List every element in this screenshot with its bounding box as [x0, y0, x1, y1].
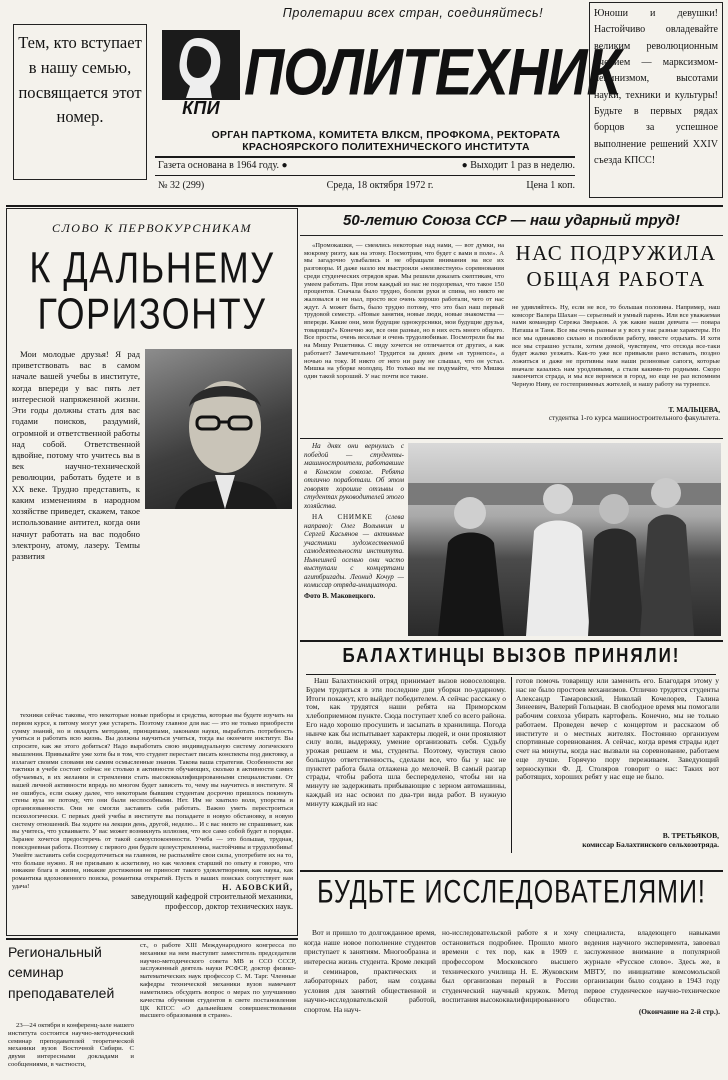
researchers-col-3-text: специалиста, владеющего навыками ведения научного эксперимента, завоевал заслуженное внимание в популярной журнале «Русское слово». Здесь же, в МВТУ, по инициативе комсомольской организации было создано в 1943 году первое студенческое научно-техническое общество. — [584, 928, 720, 1005]
lead-headline-1: К ДАЛЬНЕМУ — [29, 242, 275, 292]
balakhta-col-2 — [516, 677, 719, 831]
lead-signature — [107, 883, 293, 911]
researchers-col-3 — [584, 928, 720, 1078]
researchers-headline: БУДЬТЕ ИССЛЕДОВАТЕЛЯМИ! — [317, 873, 706, 911]
newspaper-title: ПОЛИТЕХНИК — [244, 34, 620, 109]
masthead-rule-2 — [155, 175, 575, 176]
lead-intro — [12, 349, 140, 711]
friendship-signature — [512, 406, 720, 423]
balakhta-headline-rule — [306, 674, 716, 675]
balakhta-rule — [300, 870, 723, 872]
researchers-col-2 — [442, 928, 578, 1078]
friendship-article — [300, 238, 723, 440]
anniversary-banner — [300, 208, 723, 236]
researchers-continued: (Окончание на 2-й стр.). — [638, 1007, 720, 1016]
balakhta-signature-name: В. ТРЕТЬЯКОВ, — [662, 831, 719, 840]
lead-article — [6, 208, 298, 936]
seminar-col-1 — [8, 1022, 134, 1078]
lead-intro-text: Мои молодые друзья! Я рад приветствовать вас в самом начале вашей учебы в институте, когда впереди у вас пять лет интересной напряженной жизни. Эти годы должны стать для вас годами поисков, раздумий, огромной и ответственной работы над собой. Ответственной вдвойне, потому что учитесь вы в век научно-технической революции, работать будете и в XX веке. Трудно представить, к каким изменениям в народном хозяйстве приведет, скажем, такое использование антител, когда они начнут работать на вас подобно электрону, атому, лазеру. Темпы развития — [12, 349, 140, 561]
balakhta-col-1 — [306, 677, 506, 855]
anniversary-banner-text: 50-летию Союза ССР — наш ударный труд! — [343, 212, 680, 229]
students-photo — [408, 443, 721, 636]
organ-line-2: КРАСНОЯРСКОГО ПОЛИТЕХНИЧЕСКОГО ИНСТИТУТА — [242, 142, 530, 153]
dedication-box — [13, 24, 147, 180]
friendship-col-1 — [304, 242, 504, 438]
balakhta-col-1-text: Наш Балахтинский отряд принимает вызов новоселовцев. Будем трудиться в эти последние дни уборки по-ударному. Итоги покажут, кто выйдет победителем. А сейчас расскажу о том, как трудятся наши ребята на Приморском хлебоприемном пункте. Сюда поступает хлеб со всего района. Его надо хорошо просушить и засыпать в хранилища. Погода нынче как бы испытывает характеры людей, и они проявляют силу воли, выдержку, умение организовать себя. Судьбу урожая решаем и мы, студенты. Поэтому, чувствуя свою большую ответственность, сделали все, что бы у нас не пунктет работа была отлажена до мелочей. В самый разгар страды, чтобы работа шла беспеределено, чтобы ни на минуту не задерживать прибывающие с зерном автомашины, каждый из нас освоил по два-три вида работ. В нужную минуту каждый из нас — [306, 676, 506, 808]
researchers-col-2-text: но-исследовательской работе я и хочу остановиться подробнее. Прошло много времени с тех пор, как в 1909 г. профессором Московского высшего технического училища Н. Е. Жуковским был организован первый в России студенческий научный кружок. Метод воспитания высококвалифицированного — [442, 928, 578, 1005]
seminar-col-2 — [140, 942, 296, 1078]
frequency: Выходит 1 раз в неделю. — [470, 160, 575, 171]
balakhta-signature — [516, 832, 719, 850]
appeal-text: Юноши и девушки! Настойчиво овладевайте великим революционным учением — марксизмом-ленинизмом, высотами науки, техники и культуры! Будьте в первых рядах борцов за успешное выполнение решений XXIV съезда КПСС! — [594, 8, 718, 167]
balakhta-signature-title: комиссар Балахтинского сельхозотряда. — [582, 839, 719, 849]
balakhta-col-2-text: готов помочь товарищу или заменить его. Благодаря этому у нас не было простоев механизмов. Отлично трудятся студенты Александр Тамаровский, Николай Кочелорев, Галина Зинеевич, Валерий Гольцман. В свободное время мы помогали рабочим совхоза убирать картофель. Конечно, мы не только работаем. Проведен вечер с концертом и рассказом об институте и о местных жителях. Постоянно организуем спортивные соревнования. А сейчас, когда время страды идет счет на минуты, когда нас вызвали на соревнование, работаем еще лучше. Горячую пору переживаем. Заведующий зерноскупки Ф. Д. Столяров говорит о нас: Таких вот работящих, хороших ребят у нас еще не было. — [516, 676, 719, 782]
issue-number: № 32 (299) — [158, 180, 205, 191]
friendship-rule — [300, 438, 723, 439]
photo-caption-label: НА СНИМКЕ — [312, 513, 373, 521]
balakhta-divider — [511, 677, 512, 853]
photo-caption-text-1: На днях они вернулись с победой — студенты-машиностроители, работавшие в Конском совхозе. Ребята отлично поработали. Об этом говорят хорошие отзывы о студентах руководителей этого хозяйства. — [304, 442, 404, 510]
kpi-emblem — [160, 28, 242, 123]
issue-price: Цена 1 коп. — [526, 180, 575, 191]
friendship-signature-name: Т. МАЛЬЦЕВА, — [668, 406, 720, 414]
dedication-text: Тем, кто вступает в нашу семью, посвящается этот номер. — [18, 33, 142, 127]
bullet-icon: ● — [461, 160, 468, 171]
masthead-rule-1 — [155, 156, 575, 158]
masthead — [0, 0, 728, 205]
friendship-signature-title: студентка 1-го курса машиностроительного факультета. — [548, 414, 720, 423]
researchers-col-1 — [304, 928, 436, 1078]
photo-caption — [304, 442, 404, 638]
page-rule-top — [6, 205, 723, 207]
friendship-headline-2: ОБЩАЯ РАБОТА — [526, 267, 706, 292]
researchers-col-1-text: Вот и пришло то долгожданное время, когда наше новое пополнение студентов приступает к занятиям. Многообразна и интересна жизнь студента. Кроме лекций и семинаров, практических и лабораторных работ, нам созданы условия для занятий общественной и научно-исследовательской работой, спортом. На науч- — [304, 928, 436, 1014]
lead-body-text: техники сейчас таковы, что некоторые новые приборы и средства, которые вы будете изучать на первом курсе, к пятому могут уже устареть. Поэтому главное для вас — это не только приобрести сумму знаний, но и овладеть методами, принципами, законами науки, выработать потребность учиться и работать всю жизнь. Вы должны научиться учиться, тогда вы окончите институт. Вы спросите, как же этого добиться? Надо выработать свою индивидуальную систему логического мышления. Привыкайте уже хотя бы в том, что студент перестает писать конспекты под диктовку, а излагает своими словами им самим осмысленные знания. Такова ваша стратегия. Особенности же тактики в учебе состоят сейчас не столько в активности обучающих, сколько в активности самих обучаемых, в их желании и стремлении стать высококвалифицированными специалистами. От вашей личной активности впредь во многом будет зависеть то, чему вы научитесь в институте. Я не ошибусь, если скажу далее, что некоторым бывшим студентам досрочно пришлось покинуть стены вуза не потому, что они были неспособными. Нет. Им не хватило воли, упорства и организованности. Они не смогли заставить себя работать. Важно уметь перестроиться психологически. С первых дней учебы в институте вы попадаете в новую обстановку, в новую систему отношений. Вы ходите на лекции день, другой, неделю... И с вас никто не спрашивает, как вы учитесь, что усваиваете. У вас может возникнуть иллюзия, что все само собой будет в порядке. Заранее хочется предостеречь от такой самоуспокоенности. Учеба — это большая, трудная, повседневная работа. Поэтому с первого дня будьте целеустремленны, настойчивы и трудолюбивы! Умейте заставить себя сосредоточиться на главном, не распыляйте свои силы, употребите их на то, что больше нужно. Я не призываю к аскетизму, но как человек старший по опыту я говорю, что никакие блага в жизни, никакие достижения не приносят такого удовлетворения, как наука, как романтика вдохновенного поиска, романтика открытий. Пусть в ваших поисках сопутствует вам удача! — [12, 712, 293, 890]
portrait-face-icon — [145, 349, 292, 509]
lead-signature-name: Н. АБОВСКИЙ, — [222, 883, 293, 892]
lead-signature-title: заведующий кафедрой строительной механики, профессор, доктор технических наук. — [130, 892, 293, 911]
students-figures-icon — [408, 443, 721, 636]
seminar-rule — [6, 938, 298, 940]
seminar-col-1-text: 23—24 октября в конференц-зале нашего института состоится научно-методический семинар преподавателей теоретической механики вузов Восточной Сибири. С двумя интересными докладами и сообщениями, в частности, — [8, 1022, 134, 1069]
friendship-headline-1: НАС ПОДРУЖИЛА — [515, 241, 717, 265]
organ-line-1: ОРГАН ПАРТКОМА, КОМИТЕТА ВЛКСМ, ПРОФКОМА, РЕКТОРАТА — [211, 130, 561, 141]
lead-headline-2: ГОРИЗОНТУ — [37, 288, 267, 338]
author-portrait — [145, 349, 292, 509]
frequency-line — [420, 160, 575, 171]
photo-credit: Фото В. Маковецкого. — [304, 591, 376, 600]
seminar-col-2-text: ст., о работе XIII Международного конгресса по механике на нем выступит заместитель председателя научно-методического совета МВ и ССО СССР, заслуженный деятель науки РСФСР, доктор физико-математических наук профессор С. М. Тарг. Членные кафедры технической механики вузов намечают наметились обсудить вопрос о мерах по улучшению качества обучения студентов в свете постановления ЦК КПСС «О дальнейшем совершенствовании высшего образования в стране». — [140, 942, 296, 1020]
balakhta-headline: БАЛАХТИНЦЫ ВЫЗОВ ПРИНЯЛИ! — [342, 644, 681, 667]
appeal-box — [589, 2, 723, 198]
founded: Газета основана в 1964 году. — [158, 160, 280, 171]
slogan: Пролетарии всех стран, соединяйтесь! — [282, 6, 544, 20]
bullet-icon: ● — [281, 160, 288, 171]
friendship-col-2-text: не удивляйтесь. Ну, если не все, то большая половина. Например, наш комсорг Валера Шахан — серьезный и умный парень. Или все уважаемая нами командир Сережа Зверьков. А уж какие наши девчата — повара Наташа и Таня. Все мы очень разные и у всех у нас разные характеры. Но все мы одинаково сильно и полюбили работу, вместе отдыхать. И хотя все мы страшно устали, хотим домой, чувствуем, что отсюда все-таки будет жалко уезжать. Как-то уже все привыкли рано вставать, поздно ложиться и даже не противны нам наши резиновые сапоги, которые вначале казались нам уродливыми, а стали какими-то родными. Скоро закончится страда, и мы все вернемся в город, но еще не раз вспомним Черную Ниву, ее гостеприимных жителей, и нашу работу на турнепсе. — [512, 304, 720, 389]
photo-caption-text-2: (слева направо): Олег Волынкин и Сергей Касьянов — активные участники художественной самодеятельности института. Нынешней осенью они часто выступали с концертами агитбригады. Леонид Кочур — комиссар отряда-инициатора. — [304, 513, 404, 589]
photo-rule — [300, 640, 723, 642]
friendship-col-2 — [512, 304, 720, 404]
friendship-headline — [512, 240, 720, 300]
lead-kicker: СЛОВО К ПЕРВОКУРСНИКАМ — [52, 221, 252, 235]
seminar-headline: Региональный семинар преподавателей — [8, 944, 115, 1001]
friendship-col-1-text: «Промокашки, — смеялись некоторые над нами, — вот думки, на мокрому риэту, как на этому. Посмотрим, что будет с вами в поле». А мы загадочно улыбались и не обращали внимания на все их разговоры. И даже назло им выстроили «неизвестную» соревнования среди студенческих отрядов края. Мы решили доказать скептикам, что умеем работать. При этом каждый из нас не подозревал, что такое 150 процентов. Сначала было трудно, болели руки и спина, но никто не жаловался и не ныл, просто все очень хорошо работали, чего от нас ждут. А может быть, было трудно потому, что это был наш первый трудовой семестр. «Новые занятия, новые люди, новые знакомства — впереди. Какие они, мои будущие однокурсники, мои будущие друзья, товарищи?» Конечно же, все они разные, но в них есть много общего. Все просты, очень веселые и очень трудолюбивые. Посмотрели бы вы на Мишу Решетника. С виду хочется не отличается от других, а как работает? Замечательно! Трудится за двоих днем «в турнепсе», а ночью на току. И никто от него ни разу не слышал, что он устал. Мишка на уборке молодец. Но только вы не подумайте, что Мишка один такой хороший. У нас почти все такие. — [304, 242, 504, 380]
emblem-letters: КПИ — [182, 98, 220, 118]
issue-date: Среда, 18 октября 1972 г. — [326, 180, 434, 191]
